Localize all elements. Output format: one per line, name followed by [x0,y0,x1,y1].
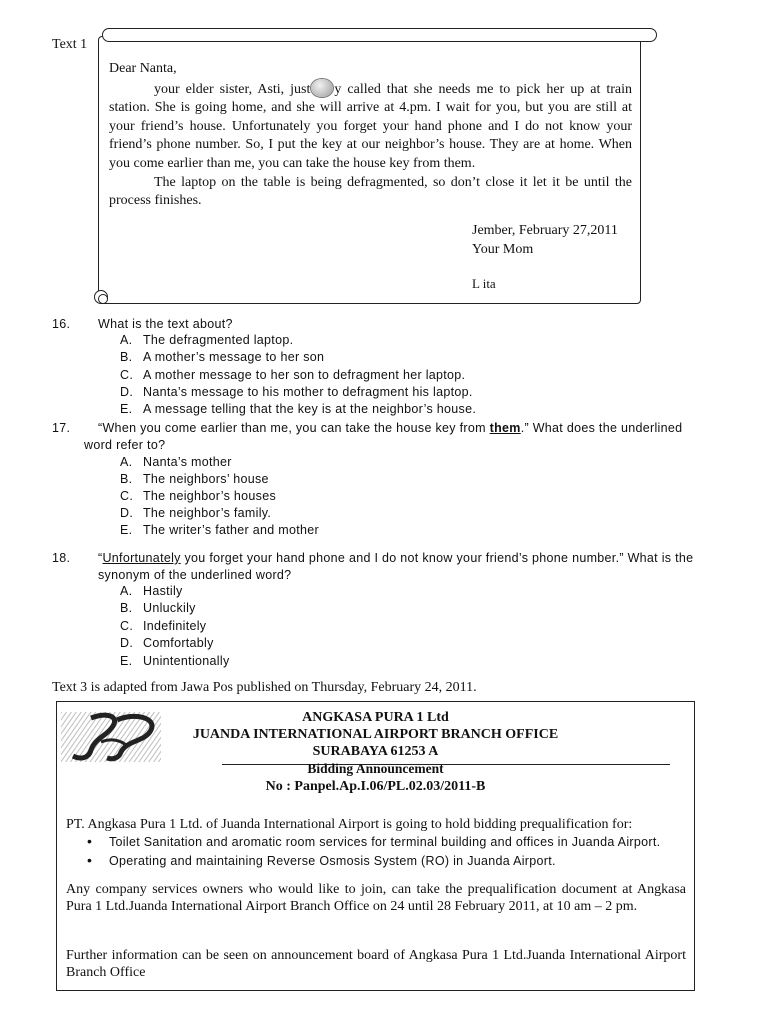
letter-body [109,60,632,211]
q17-option-e[interactable]: E. The writer’s father and mother [120,523,319,537]
question-number: 17. [52,421,71,435]
q18-option-e[interactable]: E. Unintentionally [120,654,230,668]
q16-option-e[interactable]: E. A message telling that the key is at the neighbor’s house. [120,402,477,416]
q17-option-d[interactable]: D. The neighbor’s family. [120,506,272,520]
announcement-paragraph-3: Further information can be seen on announcement board of Angkasa Pura 1 Ltd.Juanda International Airport Branch Office [66,948,686,980]
letter-signature: L ita [472,276,496,291]
q16-option-b[interactable]: B. A mother’s message to her son [120,350,325,364]
letter-paragraph-1: your elder sister, Asti, just y called that she needs me to pick her up at train station. She is going home, and she will arrive at 4.pm. I wait for you, but you are still at your friend’s house. Unfortunately you forget your hand phone and I do not know your friend’s phone number. So, I put the key at our neighbor’s house. They are at home. When you come earlier than me, you can take the house key from them. [109,79,632,174]
q16-option-d[interactable]: D. Nanta’s message to his mother to defragment his laptop. [120,385,473,399]
announcement-number: No : Panpel.Ap.I.06/PL.02.03/2011-B [265,779,486,794]
q17-option-b[interactable]: B. The neighbors’ house [120,472,269,486]
question-number: 16. [52,317,71,331]
bidding-announcement [56,701,695,991]
letter-salutation: Dear Nanta, [109,61,177,76]
announcement-city: SURABAYA 61253 A [312,744,439,759]
q18-option-d[interactable]: D. Comfortably [120,636,214,650]
q18-option-c[interactable]: C. Indefinitely [120,619,207,633]
announcement-company: ANGKASA PURA 1 Ltd [302,710,449,725]
question-text: What is the text about? [98,317,233,331]
text3-intro: Text 3 is adapted from Jawa Pos published on Thursday, February 24, 2011. [52,680,477,695]
q17-option-a[interactable]: A. Nanta’s mother [120,455,232,469]
announcement-bullet: • Operating and maintaining Reverse Osmosis System (RO) in Juanda Airport. [87,852,556,868]
bullet-icon: • [87,852,93,868]
record-dot-icon[interactable] [311,79,333,97]
question-text: “Unfortunately you forget your hand phone and I do not know your friend’s phone number.” What is the synonym of the underlined word? [98,551,694,582]
q16-option-c[interactable]: C. A mother message to her son to defragment her laptop. [120,368,466,382]
letter-place-date: Jember, February 27,2011 [472,223,618,238]
q16-option-a[interactable]: A. The defragmented laptop. [120,333,294,347]
question-number: 18. [52,551,71,565]
bullet-icon: • [87,833,93,849]
announcement-title: Bidding Announcement [307,761,444,776]
text1-label: Text 1 [52,37,88,52]
q18-option-b[interactable]: B. Unluckily [120,601,196,615]
q17-option-c[interactable]: C. The neighbor’s houses [120,489,277,503]
announcement-bullet: • Toilet Sanitation and aromatic room services for terminal building and offices in Juanda Airport. [87,833,661,849]
letter-paragraph-2: The laptop on the table is being defragmented, so don’t close it let it be until the process finishes. [109,174,632,209]
announcement-intro: PT. Angkasa Pura 1 Ltd. of Juanda International Airport is going to hold bidding prequalification for: [66,817,633,832]
underlined-word: Unfortunately [102,551,181,565]
announcement-office: JUANDA INTERNATIONAL AIRPORT BRANCH OFFICE [192,727,559,742]
question-text: “When you come earlier than me, you can take the house key from them.” What does the underlined word refer to? [84,421,683,452]
underlined-word: them [489,421,521,435]
letter-closing: Your Mom [472,242,534,257]
q18-option-a[interactable]: A. Hastily [120,584,183,598]
announcement-paragraph-2: Any company services owners who would like to join, can take the prequalification document at Angkasa Pura 1 Ltd.Juanda International Airport Branch Office on 24 until 28 February 2011, at 10 am – 2 pm. [66,882,686,914]
